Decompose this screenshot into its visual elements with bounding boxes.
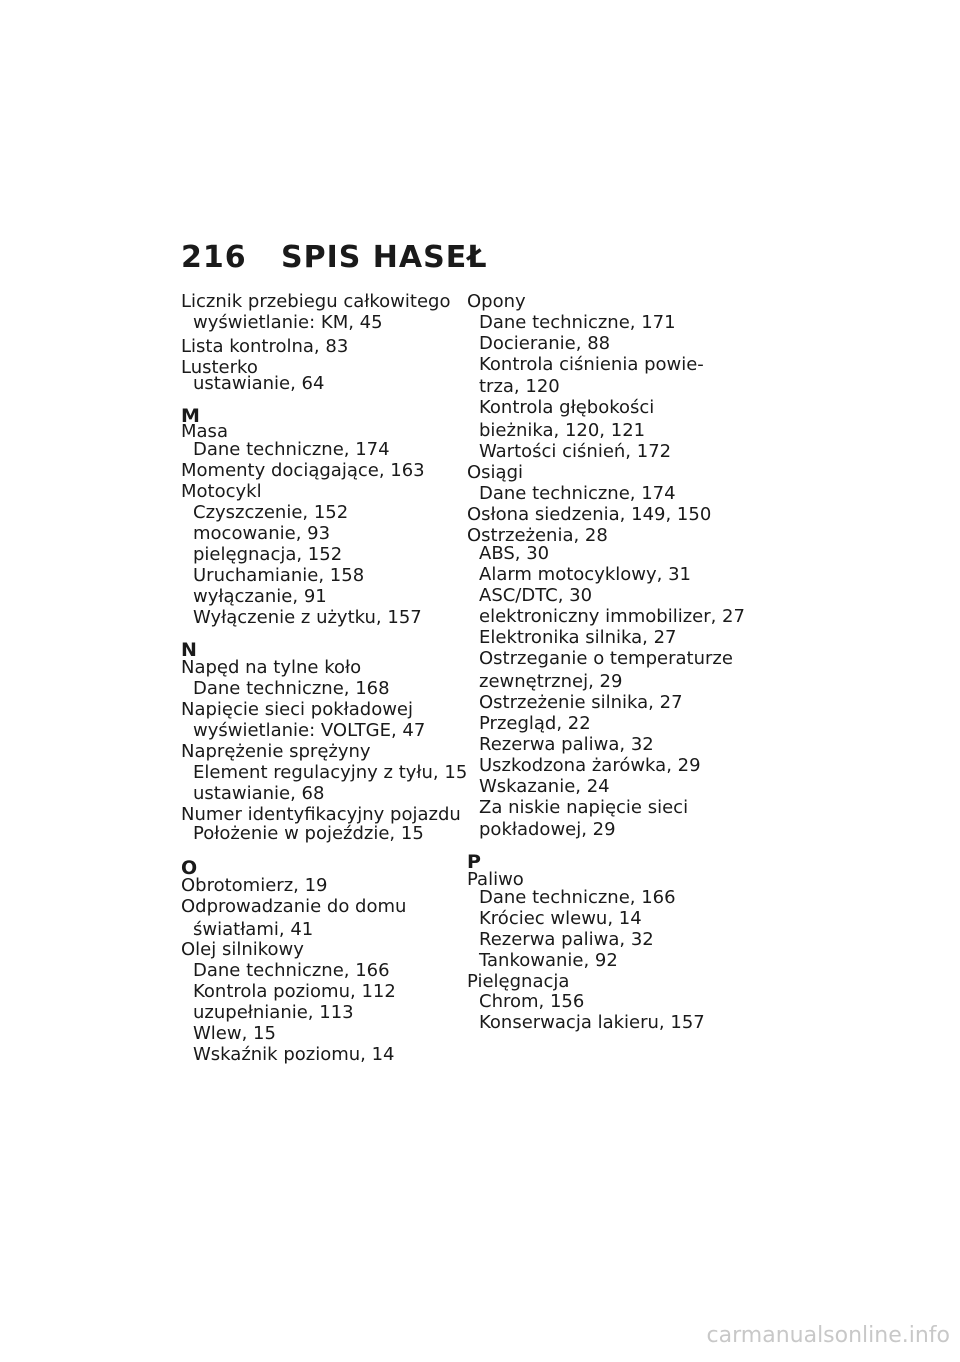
- index-entry: Pielęgnacja: [467, 971, 570, 992]
- index-subentry: Docieranie, 88: [479, 333, 611, 354]
- index-entry: Paliwo: [467, 869, 524, 890]
- index-subentry: Dane techniczne, 168: [193, 678, 390, 699]
- index-subentry: Uszkodzona żarówka, 29: [479, 755, 701, 776]
- index-subentry: Chrom, 156: [479, 991, 585, 1012]
- index-subentry: Rezerwa paliwa, 32: [479, 929, 654, 950]
- index-subentry: Wskazanie, 24: [479, 776, 610, 797]
- index-entry: Napęd na tylne koło: [181, 657, 362, 678]
- index-subentry: Kontrola poziomu, 112: [193, 981, 396, 1002]
- page-header: [181, 240, 488, 275]
- index-subentry: Króciec wlewu, 14: [479, 908, 642, 929]
- index-subentry: Dane techniczne, 171: [479, 312, 676, 333]
- index-subentry: Wlew, 15: [193, 1023, 276, 1044]
- index-entry: Momenty dociągające, 163: [181, 460, 425, 481]
- index-entry: Ostrzeżenia, 28: [467, 525, 608, 546]
- index-subentry: Ostrzeganie o temperaturze: [479, 648, 733, 669]
- index-subentry: Rezerwa paliwa, 32: [479, 734, 654, 755]
- index-letter-heading: M: [181, 405, 200, 427]
- index-letter-heading: P: [467, 851, 481, 873]
- index-entry: Odprowadzanie do domu: [181, 896, 407, 917]
- index-subentry: Dane techniczne, 166: [193, 960, 390, 981]
- index-entry: Lusterko: [181, 357, 258, 378]
- page-title: SPIS HASEŁ: [281, 240, 488, 275]
- index-subentry: Za niskie napięcie sieci: [479, 797, 689, 818]
- index-subentry: Położenie w pojeździe, 15: [193, 823, 424, 844]
- index-subentry: trza, 120: [479, 376, 560, 397]
- index-subentry: ASC/DTC, 30: [479, 585, 593, 606]
- index-entry: Motocykl: [181, 481, 262, 502]
- index-entry: Naprężenie sprężyny: [181, 741, 371, 762]
- index-entry: Osłona siedzenia, 149, 150: [467, 504, 712, 525]
- index-entry: Lista kontrolna, 83: [181, 336, 349, 357]
- index-subentry: uzupełnianie, 113: [193, 1002, 354, 1023]
- index-entry: Masa: [181, 421, 228, 442]
- index-subentry: ustawianie, 64: [193, 373, 325, 394]
- watermark: carmanualsonline.info: [706, 1323, 950, 1348]
- index-subentry: Uruchamianie, 158: [193, 565, 365, 586]
- index-entry: Osiągi: [467, 462, 524, 483]
- index-subentry: Kontrola głębokości: [479, 397, 655, 418]
- index-entry: Opony: [467, 291, 526, 312]
- index-subentry: Alarm motocyklowy, 31: [479, 564, 692, 585]
- index-subentry: wyświetlanie: KM, 45: [193, 312, 383, 333]
- index-entry: Obrotomierz, 19: [181, 875, 328, 896]
- index-subentry: wyłączanie, 91: [193, 586, 327, 607]
- index-subentry: elektroniczny immobilizer, 27: [479, 606, 745, 627]
- index-subentry: światłami, 41: [193, 919, 314, 940]
- index-subentry: bieżnika, 120, 121: [479, 420, 646, 441]
- index-subentry: mocowanie, 93: [193, 523, 331, 544]
- index-subentry: wyświetlanie: VOLTGE, 47: [193, 720, 426, 741]
- index-subentry: Element regulacyjny z tyłu, 15: [193, 762, 468, 783]
- index-subentry: Wartości ciśnień, 172: [479, 441, 672, 462]
- page-number: 216: [181, 240, 247, 275]
- index-subentry: Konserwacja lakieru, 157: [479, 1012, 705, 1033]
- index-subentry: Elektronika silnika, 27: [479, 627, 677, 648]
- index-subentry: pokładowej, 29: [479, 819, 616, 840]
- index-subentry: zewnętrznej, 29: [479, 671, 623, 692]
- index-entry: Olej silnikowy: [181, 939, 304, 960]
- index-subentry: Czyszczenie, 152: [193, 502, 349, 523]
- index-subentry: Wyłączenie z użytku, 157: [193, 607, 422, 628]
- index-entry: Licznik przebiegu całkowitego: [181, 291, 451, 312]
- index-subentry: Wskaźnik poziomu, 14: [193, 1044, 395, 1065]
- index-entry: Napięcie sieci pokładowej: [181, 699, 414, 720]
- index-subentry: ustawianie, 68: [193, 783, 325, 804]
- index-letter-heading: N: [181, 639, 197, 661]
- index-subentry: ABS, 30: [479, 543, 550, 564]
- index-subentry: Dane techniczne, 166: [479, 887, 676, 908]
- index-subentry: Przegląd, 22: [479, 713, 591, 734]
- index-subentry: Tankowanie, 92: [479, 950, 618, 971]
- index-subentry: Kontrola ciśnienia powie-: [479, 354, 704, 375]
- index-subentry: Dane techniczne, 174: [479, 483, 676, 504]
- index-subentry: pielęgnacja, 152: [193, 544, 343, 565]
- index-letter-heading: O: [181, 857, 198, 879]
- index-subentry: Dane techniczne, 174: [193, 439, 390, 460]
- index-subentry: Ostrzeżenie silnika, 27: [479, 692, 683, 713]
- index-entry: Numer identyfikacyjny pojazdu: [181, 804, 461, 825]
